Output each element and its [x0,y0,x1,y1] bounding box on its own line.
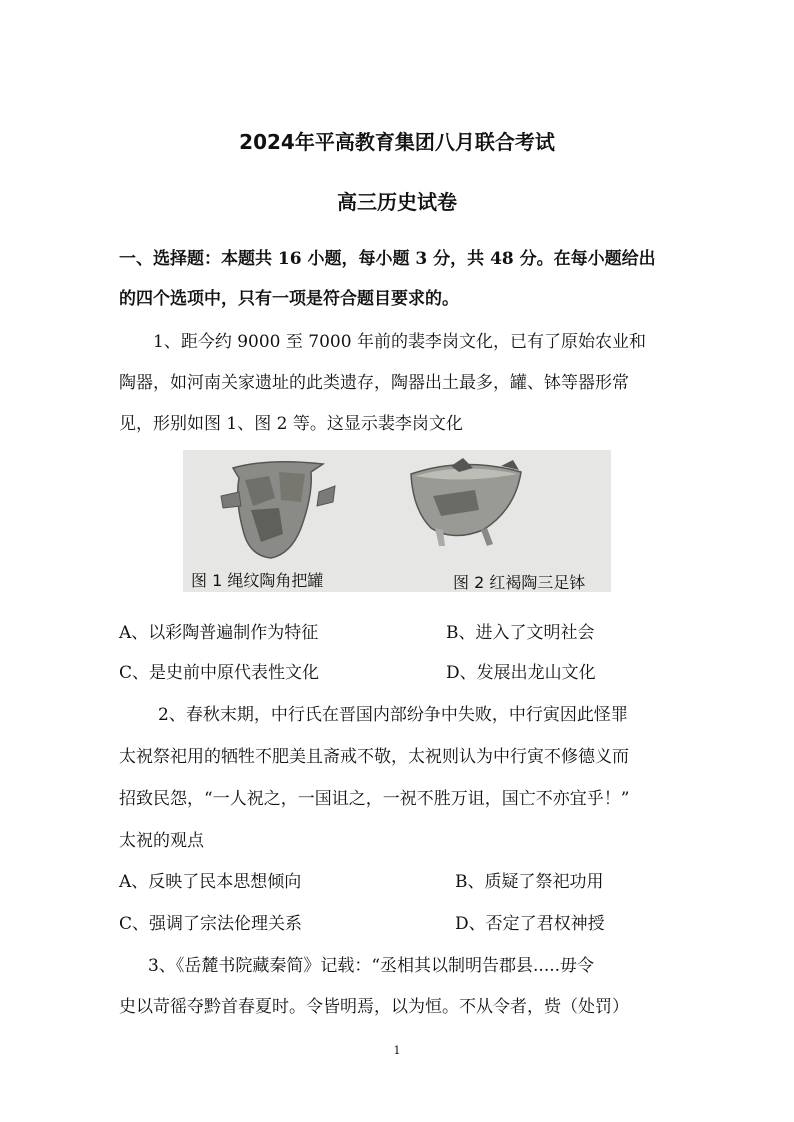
figure1-caption: 图 1 绳纹陶角把罐 [191,571,324,590]
q2-line2: 太祝祭祀用的牺牲不肥美且斋戒不敬，太祝则认为中行寅不修德义而 [119,747,629,767]
q2-option-b: B、质疑了祭祀功用 [455,872,604,892]
section-heading-line1: 一、选择题：本题共 16 小题，每小题 3 分，共 48 分。在每小题给出 [119,249,656,269]
q1-option-c: C、是史前中原代表性文化 [119,663,320,683]
q3-line1: 3、《岳麓书院藏秦简》记载：“丞相其以制明告郡县.....毋令 [148,956,595,976]
q2-option-a: A、反映了民本思想倾向 [119,872,302,892]
q1-option-d: D、发展出龙山文化 [446,663,596,683]
q1-line1: 1、距今约 9000 至 7000 年前的裴李岗文化，已有了原始农业和 [153,332,646,352]
figure2-caption: 图 2 红褐陶三足钵 [453,573,586,592]
q1-option-a: A、以彩陶普遍制作为特征 [119,623,319,643]
q1-line3: 见，形别如图 1、图 2 等。这显示裴李岗文化 [119,414,463,434]
q1-line2: 陶器，如河南关家遗址的此类遗存，陶器出土最多，罐、钵等器形常 [119,373,629,393]
section-heading-line2: 的四个选项中，只有一项是符合题目要求的。 [119,289,459,309]
q2-option-c: C、强调了宗法伦理关系 [119,914,303,934]
exam-subtitle: 高三历史试卷 [337,190,457,214]
q2-line4: 太祝的观点 [119,831,204,851]
pottery-figure [183,450,611,592]
q1-option-b: B、进入了文明社会 [446,623,595,643]
q2-line3: 招致民怨，“一人祝之，一国诅之，一祝不胜万诅，国亡不亦宜乎！” [119,789,630,809]
q2-option-d: D、否定了君权神授 [455,914,605,934]
page-number: 1 [393,1044,401,1057]
q3-line2: 史以苛徭夺黔首春夏时。令皆明焉，以为恒。不从令者，赀（处罚） [119,997,629,1017]
exam-title: 2024年平高教育集团八月联合考试 [239,130,555,154]
q2-line1: 2、春秋末期，中行氏在晋国内部纷争中失败，中行寅因此怪罪 [158,705,628,725]
